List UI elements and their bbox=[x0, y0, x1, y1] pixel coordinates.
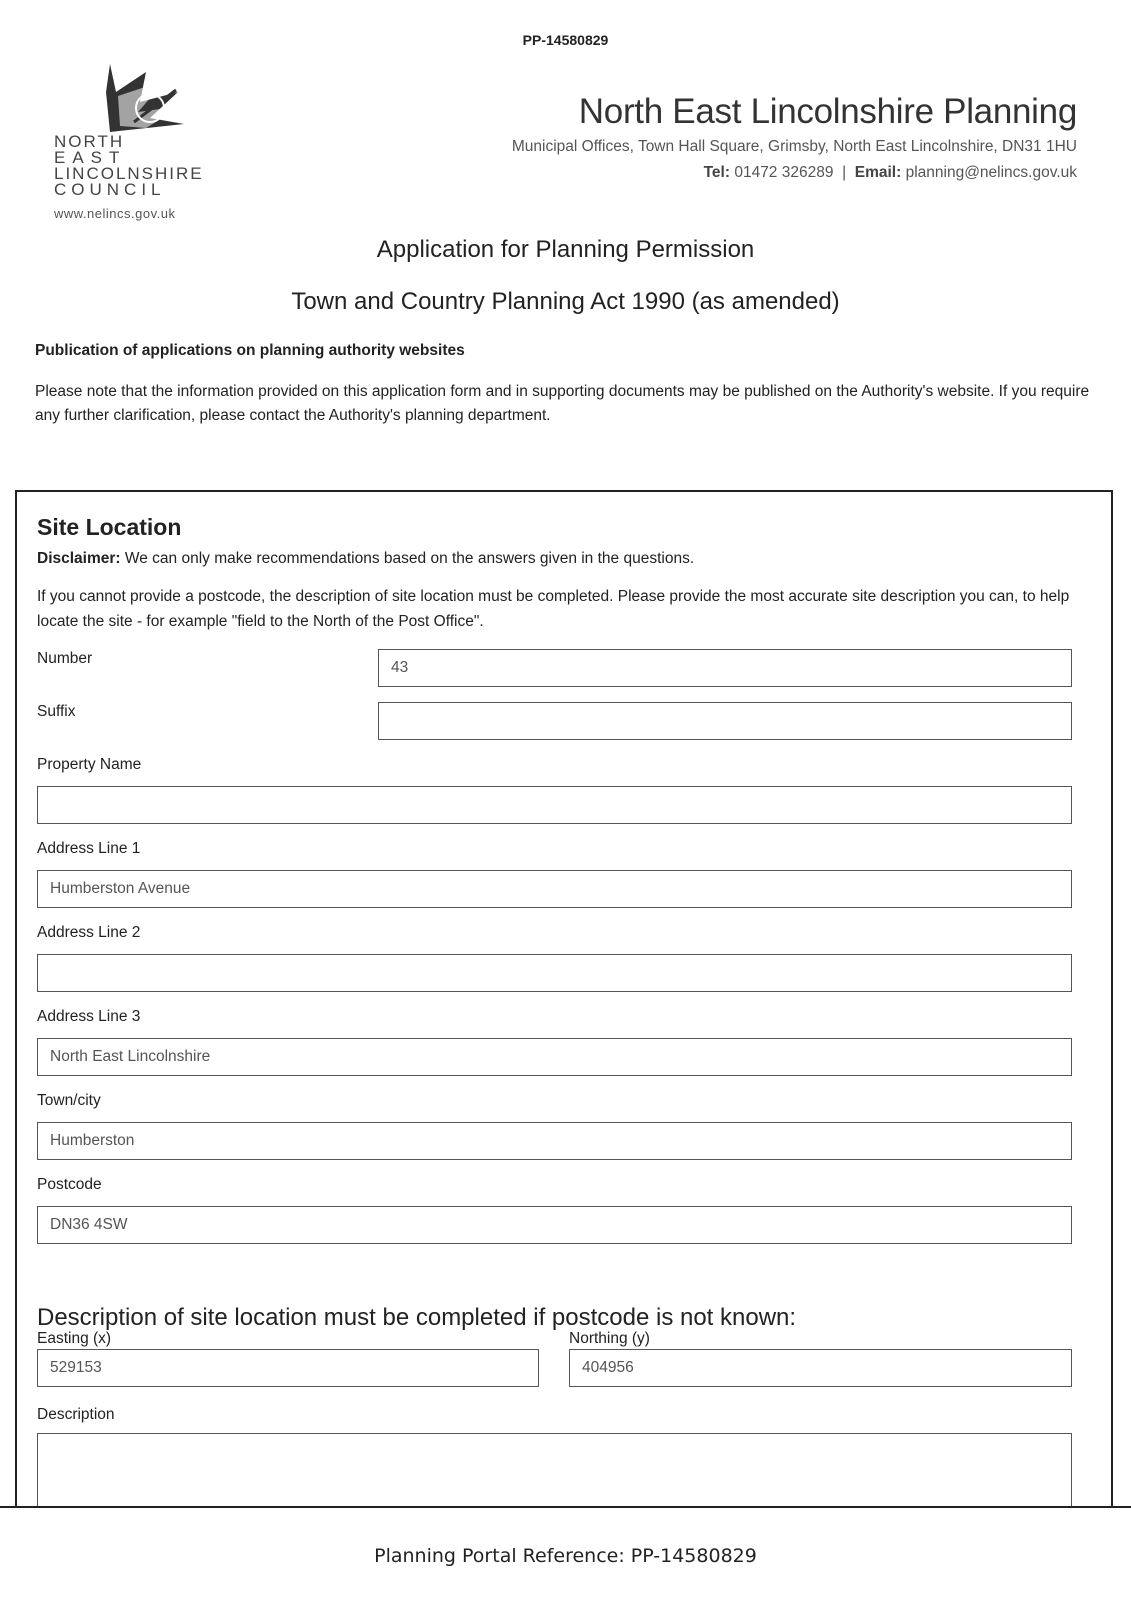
site-location-section bbox=[15, 490, 1113, 1506]
tel-label: Tel: bbox=[703, 164, 731, 181]
suffix-label: Suffix bbox=[37, 703, 76, 720]
logo-text-line: EAST bbox=[54, 148, 127, 167]
organisation-name: North East Lincolnshire Planning bbox=[578, 92, 1077, 131]
page-reference: PP-14580829 bbox=[522, 32, 609, 48]
address-line-2-label: Address Line 2 bbox=[37, 924, 141, 941]
email-label: Email: bbox=[854, 164, 902, 181]
address-line-3-label: Address Line 3 bbox=[37, 1008, 141, 1025]
email-value: planning@nelincs.gov.uk bbox=[905, 164, 1077, 181]
page-divider bbox=[0, 1506, 1131, 1508]
town-city-label: Town/city bbox=[37, 1092, 101, 1109]
address-line-2-field[interactable] bbox=[37, 954, 1072, 992]
property-name-label: Property Name bbox=[37, 756, 142, 773]
postcode-label: Postcode bbox=[37, 1176, 102, 1193]
logo-text-line: COUNCIL bbox=[54, 180, 166, 199]
publication-text: Please note that the information provided on this application form and in supporting documents may be published on the Authority's website. If you require any further clarification, please contact the Authority's planning department. bbox=[35, 383, 1090, 424]
town-city-field[interactable]: Humberston bbox=[37, 1122, 1072, 1160]
document-subtitle: Town and Country Planning Act 1990 (as amended) bbox=[291, 288, 840, 315]
section-title: Site Location bbox=[37, 514, 182, 540]
organisation-contact bbox=[512, 164, 1077, 182]
publication-heading: Publication of applications on planning authority websites bbox=[35, 342, 465, 359]
tel-value: 01472 326289 bbox=[734, 164, 834, 181]
address-line-1-label: Address Line 1 bbox=[37, 840, 141, 857]
easting-label: Easting (x) bbox=[37, 1330, 112, 1347]
organisation-block bbox=[512, 92, 1077, 182]
postcode-field[interactable]: DN36 4SW bbox=[37, 1206, 1072, 1244]
property-name-field[interactable] bbox=[37, 786, 1072, 824]
number-label: Number bbox=[37, 650, 93, 667]
description-label: Description bbox=[37, 1406, 115, 1423]
northing-label: Northing (y) bbox=[569, 1330, 650, 1347]
description-heading: Description of site location must be completed if postcode is not known: bbox=[37, 1304, 797, 1331]
site-instructions: If you cannot provide a postcode, the description of site location must be completed. Please provide the most accurate site description you can, to help locate the site - for example "field to the North of the Post Office". bbox=[37, 588, 1070, 630]
address-line-3-field[interactable]: North East Lincolnshire bbox=[37, 1038, 1072, 1076]
address-line-1-field[interactable]: Humberston Avenue bbox=[37, 870, 1072, 908]
document-title: Application for Planning Permission bbox=[376, 236, 755, 263]
northing-field[interactable]: 404956 bbox=[569, 1349, 1072, 1387]
council-logo bbox=[50, 62, 220, 224]
easting-field[interactable]: 529153 bbox=[37, 1349, 539, 1387]
logo-url: www.nelincs.gov.uk bbox=[54, 206, 176, 221]
contact-separator: | bbox=[842, 164, 847, 181]
disclaimer bbox=[37, 546, 1087, 571]
suffix-field[interactable] bbox=[378, 702, 1072, 740]
logo-text-line: NORTH bbox=[54, 132, 125, 151]
footer-reference: Planning Portal Reference: PP-14580829 bbox=[374, 1545, 757, 1567]
disclaimer-text: We can only make recommendations based on the answers given in the questions. bbox=[124, 550, 695, 567]
number-field[interactable]: 43 bbox=[378, 649, 1072, 687]
logo-emblem-icon bbox=[50, 62, 220, 134]
disclaimer-label: Disclaimer: bbox=[37, 550, 121, 567]
description-field[interactable] bbox=[37, 1433, 1072, 1506]
organisation-address: Municipal Offices, Town Hall Square, Grimsby, North East Lincolnshire, DN31 1HU bbox=[511, 138, 1077, 155]
logo-text-line: LINCOLNSHIRE bbox=[54, 164, 204, 183]
